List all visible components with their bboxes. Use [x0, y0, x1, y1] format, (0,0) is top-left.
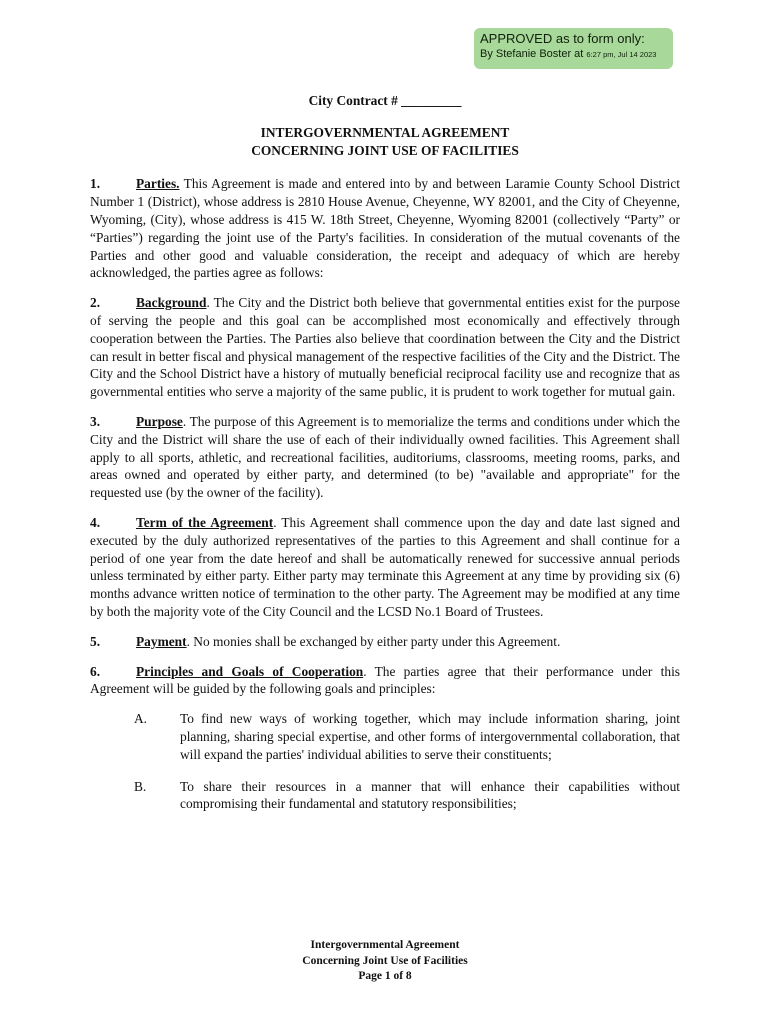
section-number: 3.: [90, 413, 101, 429]
stamp-by: By Stefanie Boster at: [480, 48, 584, 60]
section-body: This Agreement is made and entered into by and between Laramie County School District Number 1 (District), whose address is 2810 House Avenue, Cheyenne, WY 82001, and the City of Cheyenne, Wyoming, (City), whose address is 415 W. 18th Street, Cheyenne, Wyoming 82001 (collectively “Party” or “Parties”) regarding the joint use of the Party's facilities. In consideration of the mutual covenants of the Parties and other good and valuable consideration, the receipt and adequacy of which are hereby acknowledged, the parties agree as follows:: [90, 176, 680, 281]
section-principles: [90, 663, 680, 699]
item-letter: B.: [134, 778, 147, 794]
stamp-signature-line: [480, 47, 667, 62]
section-number: 2.: [90, 295, 101, 311]
section-number: 4.: [90, 514, 101, 530]
section-purpose: [90, 413, 680, 502]
section-number: 1.: [90, 176, 101, 192]
title-line-1: INTERGOVERNMENTAL AGREEMENT: [260, 124, 510, 140]
section-body: . No monies shall be exchanged by either party under this Agreement.: [186, 633, 561, 649]
section-body: . The City and the District both believe that governmental entities exist for the purpose of serving the people and this goal can be accomplished most economically and effectively through cooperation between the Parties. The Parties also believe that coordination between the City and the District can result in better fiscal and physical management of the respective facilities of the City and the District. The City and the School District have a history of mutually beneficial reciprocal facility use and recognize that as governmental entities who serve a majority of the same public, it is prudent to work together for mutual gain.: [90, 295, 680, 400]
section-heading: Payment: [136, 633, 187, 649]
principles-list: [134, 710, 680, 813]
section-heading: Purpose: [136, 413, 183, 429]
footer-line-1: Intergovernmental Agreement: [310, 939, 460, 951]
page-footer: [0, 938, 770, 985]
section-number: 6.: [90, 663, 101, 679]
list-item: [134, 710, 680, 763]
contract-number: City Contract # _________: [308, 93, 462, 108]
section-heading: Background: [136, 295, 207, 311]
document-title: [90, 124, 680, 160]
section-background: [90, 294, 680, 401]
page-number: Page 1 of 8: [358, 970, 412, 982]
section-term: [90, 514, 680, 621]
stamp-time: 6:27 pm, Jul 14 2023: [586, 50, 657, 59]
footer-line-2: Concerning Joint Use of Facilities: [302, 954, 468, 967]
section-parties: [90, 175, 680, 282]
section-body: . The parties agree that their performance under this Agreement will be guided by the following goals and principles:: [90, 663, 680, 697]
item-text: To share their resources in a manner that will enhance their capabilities without compromising their fundamental and statutory responsibilities;: [180, 778, 680, 812]
section-payment: [90, 633, 680, 651]
item-text: To find new ways of working together, which may include information sharing, joint planning, sharing special expertise, and other forms of intergovernmental collaboration, that will expand the parties' individual abilities to serve their constituents;: [180, 711, 680, 762]
section-heading: Term of the Agreement: [136, 514, 274, 530]
section-number: 5.: [90, 633, 101, 649]
stamp-title: APPROVED as to form only:: [480, 31, 645, 46]
section-heading: Parties.: [136, 176, 180, 192]
document-body: [90, 92, 680, 827]
list-item: [134, 778, 680, 814]
approval-stamp: [474, 28, 673, 69]
item-letter: A.: [134, 711, 148, 727]
section-heading: Principles and Goals of Cooperation: [136, 663, 364, 679]
section-body: . The purpose of this Agreement is to memorialize the terms and conditions under which the City and the District will share the use of each of their individually owned facilities. This Agreement shall apply to all sports, athletic, and recreational facilities, auditoriums, classrooms, meeting rooms, parks, and areas owned and operated by either party, and determined (to be) "available and appropriate" for the requested use (by the owner of the facility).: [90, 413, 680, 501]
title-line-2: CONCERNING JOINT USE OF FACILITIES: [251, 142, 519, 158]
section-body: . This Agreement shall commence upon the day and date last signed and executed by the duly authorized representatives of the parties to this Agreement and shall continue for a period of one year from the date hereof and shall be automatically renewed for successive annual periods unless terminated by either party. Either party may terminate this Agreement at any time by providing six (6) months advance written notice of termination to the other party. The Agreement may be modified at any time by both the majority vote of the City Council and the LCSD No.1 Board of Trustees.: [90, 514, 680, 619]
